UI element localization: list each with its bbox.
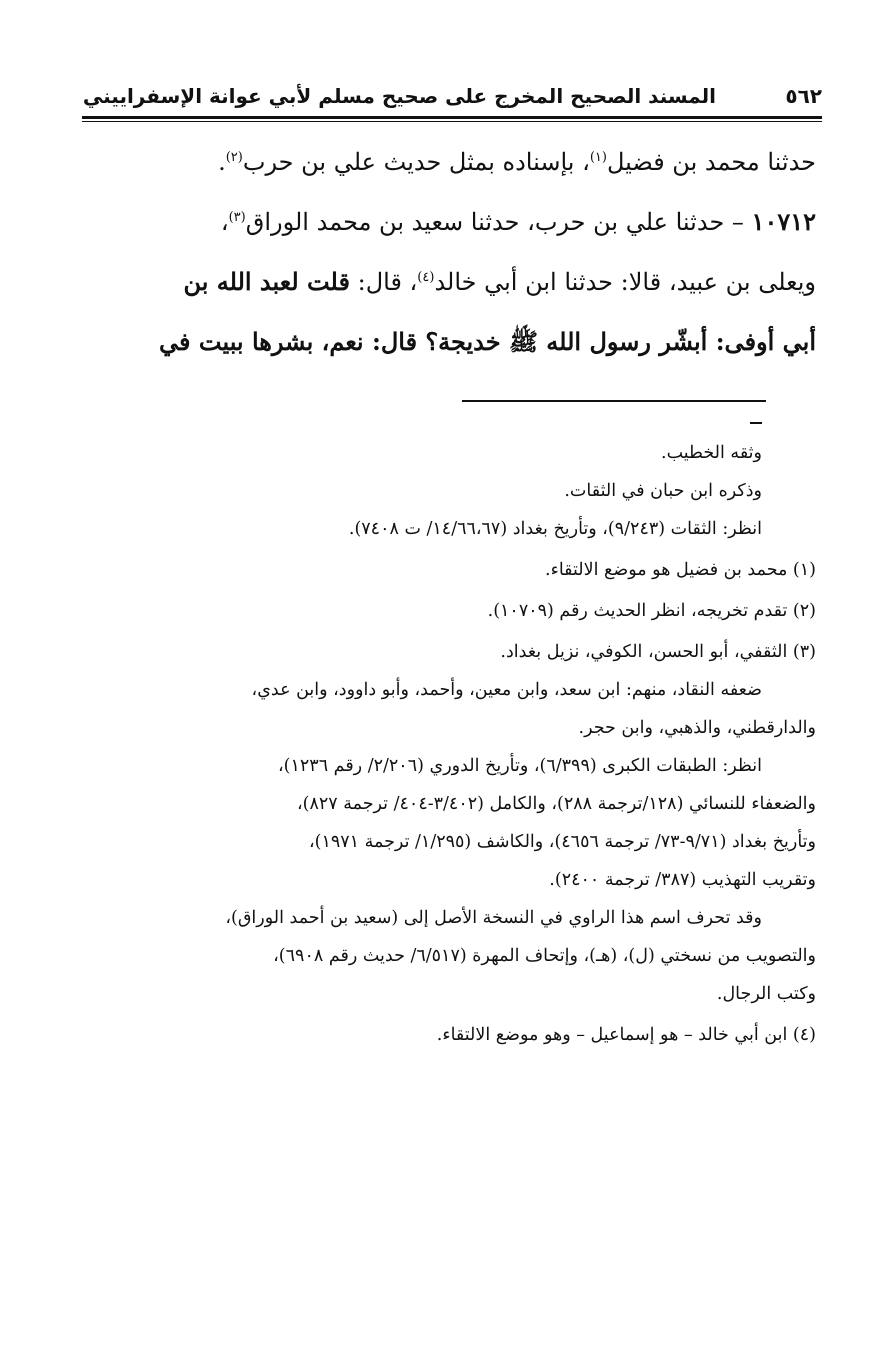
main-line-3 xyxy=(82,252,816,312)
main-line-2-text: – حدثنا علي بن حرب، حدثنا سعيد بن محمد الوراق xyxy=(245,208,752,236)
main-line-3-text: ويعلى بن عبيد، قالا: حدثنا ابن أبي خالد xyxy=(434,268,816,296)
footnote-line: وتأريخ بغداد (٩/٧١-٧٣/ ترجمة ٤٦٥٦)، والكاشف (١/٢٩٥/ ترجمة ١٩٧١)، xyxy=(308,832,816,852)
footnote-line: (٢) تقدم تخريجه، انظر الحديث رقم (١٠٧٠٩). xyxy=(487,601,816,621)
footnote-ref-1: (١) xyxy=(589,150,607,165)
footnote-line: وكتب الرجال. xyxy=(716,984,816,1004)
main-line-1-text-2: ، بإسناده بمثل حديث علي بن حرب xyxy=(242,148,590,176)
page-number: ٥٦٢ xyxy=(785,84,822,108)
hadith-matn: أبي أوفى: أبشّر رسول الله ﷺ خديجة؟ قال: نعم، بشرها ببيت في xyxy=(159,327,816,356)
footnote-line: والدارقطني، والذهبي، وابن حجر. xyxy=(578,718,816,738)
footnote-line: والتصويب من نسختي (ل)، (هـ)، وإتحاف المهرة (٦/٥١٧/ حديث رقم ٦٩٠٨)، xyxy=(273,946,816,966)
hadith-number: ١٠٧١٢ xyxy=(751,207,816,236)
main-line-2 xyxy=(82,192,816,252)
main-line-1-text-3: . xyxy=(218,148,226,176)
footnote-line: ضعفه النقاد، منهم: ابن سعد، وابن معين، وأحمد، وأبو داوود، وابن عدي، xyxy=(251,680,762,700)
footnote-line: (٣) الثقفي، أبو الحسن، الكوفي، نزيل بغداد. xyxy=(500,642,816,662)
hadith-matn-start: قلت لعبد الله بن xyxy=(183,267,350,296)
footnote-line: (٤) ابن أبي خالد – هو إسماعيل – وهو موضع الالتقاء. xyxy=(436,1025,816,1045)
footnote-line: وذكره ابن حبان في الثقات. xyxy=(564,481,762,501)
main-line-4 xyxy=(82,312,816,372)
main-text xyxy=(82,132,816,372)
main-line-1-text: حدثنا محمد بن فضيل xyxy=(606,148,816,176)
page-header xyxy=(70,84,822,114)
header-rule-thick xyxy=(82,116,822,119)
footnote-ref-4: (٤) xyxy=(417,270,435,285)
footnote-ref-2: (٢) xyxy=(225,150,243,165)
footnote-line: وقد تحرف اسم هذا الراوي في النسخة الأصل إلى (سعيد بن أحمد الوراق)، xyxy=(225,908,762,928)
footnote-line: والضعفاء للنسائي (١٢٨/ترجمة ٢٨٨)، والكامل (٣/٤٠٢-٤٠٤/ ترجمة ٨٢٧)، xyxy=(296,794,816,814)
main-line-3-text-2: ، قال: xyxy=(349,268,418,296)
footnote-line: (١) محمد بن فضيل هو موضع الالتقاء. xyxy=(545,560,816,580)
footnote-separator xyxy=(462,400,766,402)
footnote-line: وتقريب التهذيب (٣٨٧/ ترجمة ٢٤٠٠). xyxy=(549,870,816,890)
footnote-line: انظر: الثقات (٩/٢٤٣)، وتأريخ بغداد (١٤/٦٦،٦٧/ ت ٧٤٠٨). xyxy=(348,519,762,539)
main-line-2-text-2: ، xyxy=(220,208,229,236)
continuation-mark xyxy=(750,422,762,424)
footnote-ref-3: (٣) xyxy=(228,210,246,225)
running-title: المسند الصحيح المخرج على صحيح مسلم لأبي عوانة الإسفراييني xyxy=(82,84,716,108)
main-line-1 xyxy=(82,132,816,192)
header-rule-thin xyxy=(82,121,822,122)
footnote-line: وثقه الخطيب. xyxy=(661,443,762,463)
footnote-line: انظر: الطبقات الكبرى (٦/٣٩٩)، وتأريخ الدوري (٢/٢٠٦/ رقم ١٢٣٦)، xyxy=(278,756,762,776)
footnotes xyxy=(82,434,816,1054)
